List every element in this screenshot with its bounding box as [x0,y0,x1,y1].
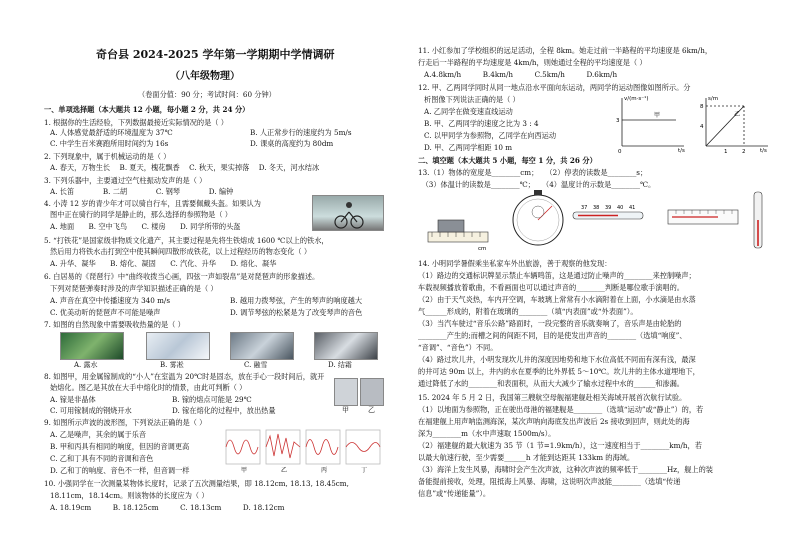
q6-option-d: D. 调节琴弦的松紧是为了改变琴声的音色 [230,308,363,317]
q15-line3: 在福建舰上用声呐监测海深，某次声呐向海底发出声波后 2s 接收到回声，则此处的海 [418,417,690,426]
q15-line2: （1）以地面为参照物，正在驶出母港的福建舰是________（选填“运动”或“静止”）的，若 [418,405,704,414]
q6-line1: 6. 白居易的《琵琶行》中“曲终收拨当心画，四弦一声如裂帛”是对琵琶声的形象描述。 [44,272,320,281]
exam-info: （卷面分值：90 分；考试时间：60 分钟） [138,90,276,99]
q14-line5: 气______形成的，附着在玻璃的________（填“内表面”或“外表面”）。 [418,307,638,316]
q15-line5: （2）福建舰的最大航速为 35 节（1 节=1.9km/h），这一速度相当于________km/h，若 [418,441,702,450]
q15-line8: 备能提前接收，处理，阻抵海上风暴、海啸，这说明次声波能________（选填“传递 [418,477,681,486]
q6-line2: 下列对琵琶弹奏时涉及的声学知识描述正确的是（ ） [50,284,218,293]
thermo-mark-38: 38 [593,205,600,211]
thermo-mark-40: 40 [617,205,624,211]
q4-line2: 图中正在骑行的同学是静止的，那么选择的参照物是（ ） [50,210,232,219]
waveform-diagram [224,428,384,474]
block-object [438,220,464,232]
instruments-figure [418,190,774,252]
wave-label-bing: 丙 [321,467,328,474]
q8-option-b: B. 镓的熔点可能是 29℃ [172,395,252,404]
graph1-ylabel: v/(m·s⁻¹) [624,96,649,102]
q14-line1: 14. 小明同学暑假乘坐私家车外出旅游，善于观察的他发现： [418,259,612,268]
q14-line9: （4）路过坎儿井，小明发现坎儿井的深度因地势和地下水位高低不同而有深有浅，最深 [418,355,696,364]
q12-line1: 12. 甲、乙两同学同时从同一地点沿水平面向东运动，两同学的运动图像如图所示。分 [418,83,691,92]
q5-line2: 然后用力将铁水击打到空中使其瞬间四散形成铁花，以上过程经历的物态变化（ ） [50,247,312,256]
gallium-figure-b [360,378,384,406]
q12-option-a: A. 乙同学在做变速直线运动 [424,107,513,116]
graph1-xlabel: t/s [678,148,685,154]
q14-line8: “音调”、“音色”）不同。 [418,343,498,352]
ruler-unit: cm [478,246,487,252]
q6-option-c: C. 优美动听的琵琶声不可能是噪声 [50,308,161,317]
thermo-mark-41: 41 [629,205,636,211]
graph2-ylabel: s/m [708,96,719,102]
q15-line4: 深为________m（水中声速取 1500m/s）。 [418,429,556,438]
q12-option-c: C. 以甲同学为参照物，乙同学在向西运动 [424,131,557,140]
frost-photo [314,332,378,360]
q8-fig-label-a: 甲 [342,406,349,414]
q15-line9: 信息”或“传递能量”）。 [418,489,491,498]
page-title: 奇台县 2024-2025 学年第一学期期中学情调研 [96,48,335,61]
q11-options: A.4.8km/h B.4km/h C.5km/h D.6km/h [424,70,618,79]
q11-line1: 11. 小红参加了学校组织的远足活动，全程 8km。她走过前一半路程的平均速度是 6km/h， [418,46,713,55]
thermo-mark-37: 37 [581,205,588,211]
q15-line7: （3）海洋上发生风暴，海啸时会产生次声波，这种次声波的频率低于________Hz，舰上的装 [418,465,713,474]
dew-photo [60,332,124,360]
wave-label-ding: 丁 [361,467,368,474]
q4-line3: A. 地面 B. 空中飞鸟 C. 楼房 D. 同学所带的头盔 [50,222,241,231]
thermo-mark-39: 39 [605,205,612,211]
q1-option-a: A. 人体感觉最舒适的环境温度为 37℃ [50,128,173,137]
q8-line2: 始熔化。图乙是其放在大手中熔化时的情景，由此可判断（ ） [50,383,247,392]
wave-label-yi: 乙 [281,467,288,474]
q3-stem: 3. 下列乐器中，主要通过空气柱振动发声的是（ ） [44,176,207,185]
graph2-line-label: 乙 [734,111,741,118]
q9-option-c: C. 乙和丁具有不同的音调和音色 [50,454,154,463]
q13-line1: 13.（1）物体的宽度是________cm； （2）停表的读数是________s； [418,168,648,177]
q12-option-d: D. 甲、乙两同学相距 10 m [424,143,513,152]
cyclist-icon [313,196,383,230]
q7-stem: 7. 如图的自然现象中需要吸收热量的是（ ） [44,320,185,329]
q3-options: A. 长笛 B. 二胡 C. 钢琴 D. 编钟 [50,187,234,196]
q2-options: A. 春天，万物生长 B. 夏天，槐花飘香 C. 秋天，果实掉落 D. 冬天，河水结冰 [50,163,320,172]
wave-label-jia: 甲 [241,467,248,474]
ruler-icon [428,232,488,242]
section1-heading: 一、单项选择题（本大题共 12 小题，每小题 2 分，共 24 分） [44,105,250,114]
q6-option-a: A. 声音在真空中传播速度为 340 m/s [50,296,171,305]
q1-option-c: C. 中学生百米赛跑所用时间约为 16s [50,139,169,148]
q10-options: A. 18.19cm B. 18.125cm C. 18.13cm D. 18.12cm [50,503,285,512]
graph1-origin: 0 [618,149,622,154]
graph1-yval: 3 [616,118,620,124]
q8-option-c: C. 可用镓制成的钢烧开水 [50,406,132,415]
q14-line7: ________产生的;而槽之间的间距不同，目的是使发出声音的________（选填“响度”、 [418,331,687,340]
q10-line1: 10. 小强同学在一次测量某物体长度时，记录了五次测量结果，即 18.12cm, 18.13, 18.45cm, [44,479,349,488]
q1-stem: 1. 根据你的生活经验，下列数据最接近实际情况的是（ ） [44,118,228,127]
q14-line2: （1）路边的交通标识牌显示禁止车辆鸣笛，这是通过防止噪声的________来控制噪声； [418,271,696,280]
q14-line6: （3）当汽车驶过“音乐公路”路面时，一段完整的音乐就奏响了，音乐声是由轮胎的 [418,319,682,328]
q8-fig-label-b: 乙 [368,406,375,414]
graph2-xval1: 2 [742,149,746,154]
q12-option-b: B. 甲、乙两同学的速度之比为 3 : 4 [424,119,539,128]
q14-line4: （2）由于天气炎热，车内开空调，车玻璃上常常有小水滴附着在上面，小水滴是由水蒸 [418,295,696,304]
q7-caption-a: A. 露水 [74,361,98,369]
q14-line3: 车载视频播放着歌曲，不看画面也可以通过声音的________判断是哪位歌手演唱的。 [418,283,684,292]
graph2-yval2: 4 [700,124,704,130]
q2-stem: 2. 下列现象中，属于机械运动的是（ ） [44,152,171,161]
q5-line3: A. 升华、凝华 B. 熔化、凝固 C. 汽化、升华 D. 熔化、凝华 [50,259,277,268]
q13-line2: （3）体温计的读数是________℃； （4）温度计的示数是________℃。 [418,180,656,189]
q8-option-d: D. 镓在熔化的过程中，放出热量 [172,406,276,415]
q9-option-d: D. 乙和丁的响度、音色不一样，但音调一样 [50,466,190,475]
q7-caption-b: B. 雾凇 [160,361,184,369]
q14-line11: 通过降低了水的________和表面积，从而大大减少了输水过程中水的______和渗漏。 [418,379,684,388]
q1-option-d: D. 课桌的高度约为 80dm [250,139,334,148]
q10-line2: 18.11cm，18.14cm。则该物体的长度应为（ ） [50,491,209,500]
graph2-xlabel: t/s [760,148,767,154]
q14-line10: 的井可达 90m 以上，井内的水在夏季的比外界低 5～10℃。坎儿井的主体水道埋地下， [418,367,700,376]
graph2-yval: 8 [700,104,704,110]
thermometer-scale [581,205,635,211]
section2-heading: 二、填空题（本大题共 5 小题，每空 1 分，共 26 分） [418,156,597,165]
motion-graphs [614,92,774,154]
rime-photo [146,332,210,360]
q7-caption-d: D. 结霜 [328,361,352,369]
q15-line1: 15. 2024 年 5 月 2 日，我国第三艘航空母舰福建舰赴相关海域开展首次航行试验。 [418,393,687,402]
cyclist-photo [312,195,384,231]
graph1-line-label: 甲 [654,112,661,119]
q15-line6: 以最大航速行驶，至少需要______h 才能到达距其 133km 的海域。 [418,453,635,462]
q7-caption-c: C. 融雪 [244,361,268,369]
q9-stem: 9. 如图所示声波的波形图，下列说法正确的是（ ） [44,418,207,427]
snowmelt-photo [230,332,294,360]
q12-line2: 析图像下列说法正确的是（ ） [424,95,520,104]
q8-line1: 8. 如图甲，用金属镓制成的“小人”在室温为 20℃时是固态，放在手心一段时间后，就开 [44,372,325,381]
graph2-xval2: 1 [724,149,728,154]
q1-option-b: B. 人正常步行的速度约为 5m/s [250,128,352,137]
q6-option-b: B. 越用力拨琴弦，产生的琴声的响度越大 [230,296,363,305]
gallium-figure-a [334,378,358,406]
page-subtitle: （八年级物理） [170,71,240,82]
q8-option-a: A. 镓是非晶体 [50,395,96,404]
q5-line1: 5. “打铁花”是国家级非物质文化遗产，其主要过程是先将生铁熔成 1600 ℃以上的铁水， [44,236,329,245]
q9-option-b: B. 甲和丙具有相同的响度，但因的音调更高 [50,442,190,451]
q9-option-a: A. 乙是噪声，其余的属于乐音 [50,430,147,439]
q11-line2: 行走后一半路程的平均速度是 4km/h，则她通过全程的平均速度是（ ） [418,58,647,67]
q4-line1: 4. 小涛 12 岁的青少年才可以骑自行车，且需要佩戴头盔。如果认为 [44,199,261,208]
